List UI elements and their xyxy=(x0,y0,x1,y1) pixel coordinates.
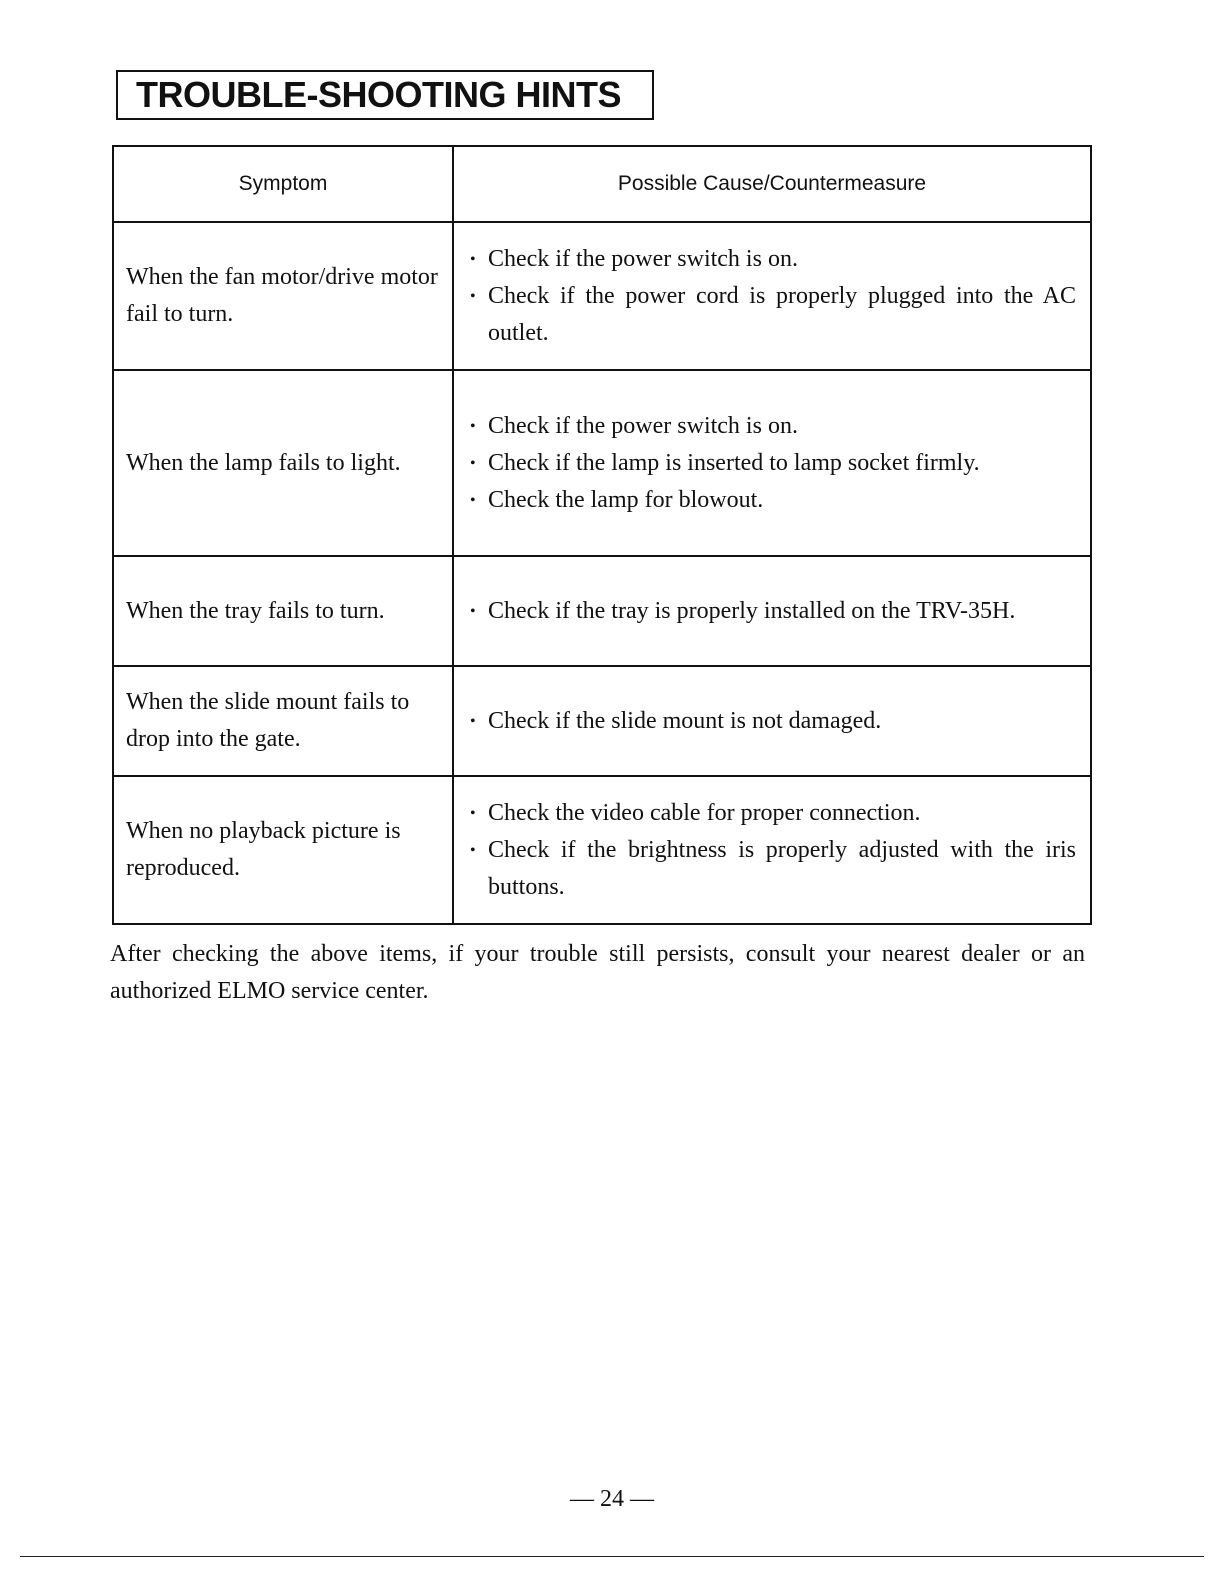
bottom-rule xyxy=(20,1556,1204,1557)
cause-cell xyxy=(453,222,1091,370)
table-row xyxy=(113,666,1091,776)
symptom-cell: When the slide mount fails to drop into the gate. xyxy=(113,666,453,776)
table-row xyxy=(113,776,1091,924)
cause-item: • Check if the brightness is properly adjusted with the iris buttons. xyxy=(470,832,1076,906)
cause-cell xyxy=(453,666,1091,776)
cause-item: • Check if the slide mount is not damaged. xyxy=(470,703,1076,740)
page-title: TROUBLE-SHOOTING HINTS xyxy=(116,70,654,120)
table-row xyxy=(113,370,1091,556)
cause-item: • Check if the lamp is inserted to lamp socket firmly. xyxy=(470,445,1076,482)
after-note: After checking the above items, if your trouble still persists, consult your nearest dealer or an authorized ELMO service center. xyxy=(110,941,1085,1004)
table-header-row xyxy=(113,146,1091,222)
cause-list xyxy=(470,795,1076,906)
table-row xyxy=(113,222,1091,370)
troubleshooting-table xyxy=(112,145,1092,925)
cause-item: • Check if the power cord is properly plugged into the AC outlet. xyxy=(470,278,1076,352)
cause-list xyxy=(470,408,1076,519)
cause-list xyxy=(470,593,1076,630)
symptom-cell: When the lamp fails to light. xyxy=(113,370,453,556)
cause-item: • Check if the power switch is on. xyxy=(470,408,1076,445)
cause-item: • Check if the power switch is on. xyxy=(470,241,1076,278)
symptom-column-header: Symptom xyxy=(113,146,453,222)
cause-item: • Check if the tray is properly installed on the TRV-35H. xyxy=(470,593,1076,630)
cause-item: • Check the lamp for blowout. xyxy=(470,482,1076,519)
cause-cell xyxy=(453,556,1091,666)
cause-column-header: Possible Cause/Countermeasure xyxy=(453,146,1091,222)
table-row xyxy=(113,556,1091,666)
symptom-cell: When no playback picture is reproduced. xyxy=(113,776,453,924)
cause-cell xyxy=(453,776,1091,924)
symptom-cell: When the tray fails to turn. xyxy=(113,556,453,666)
symptom-cell: When the fan motor/drive motor fail to turn. xyxy=(113,222,453,370)
cause-list xyxy=(470,703,1076,740)
cause-list xyxy=(470,241,1076,352)
page-number: — 24 — xyxy=(570,1486,654,1512)
cause-cell xyxy=(453,370,1091,556)
cause-item: • Check the video cable for proper connection. xyxy=(470,795,1076,832)
